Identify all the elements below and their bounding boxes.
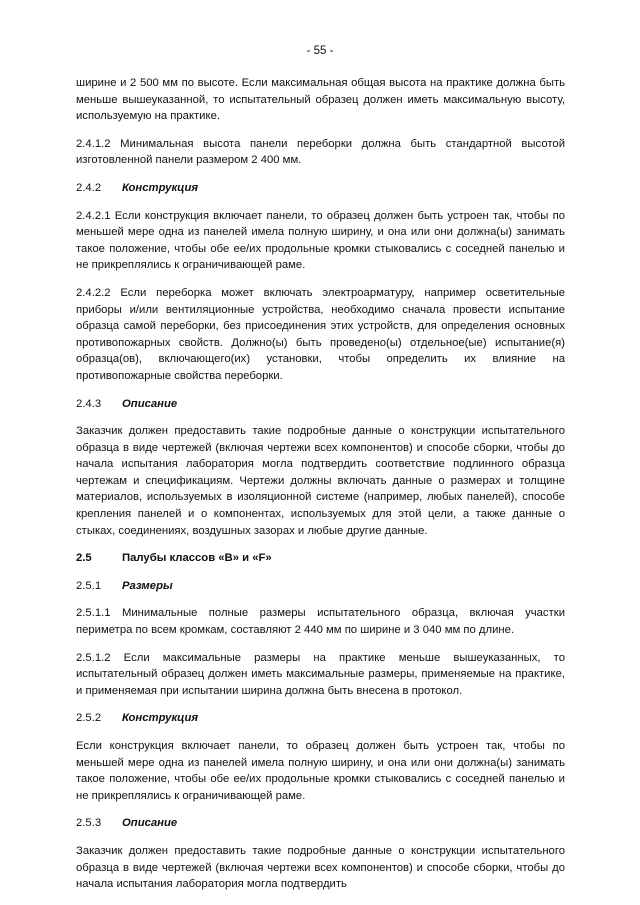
paragraph-2-4-2-2: 2.4.2.2 Если переборка может включать электроарматуру, например осветительные приборы и/или вентиляционные устройства, необходимо сначала провести испытание образца самой переборки, без присоединения этих устройств, для определения основных противопожарных свойств. Должно(ы) быть проведено(ы) отдельное(ые) испытание(я) образца(ов), включающего(их) установки, чтобы определить их влияние на противопожарные свойства переборки. — [76, 286, 565, 382]
paragraph-description-continued: Заказчик должен предоставить такие подробные данные о конструкции испытательного образца в виде чертежей (включая чертежи всех компонентов) и способе сборки, чтобы до начала испытания лаборатория могла подтвердить — [76, 844, 565, 891]
paragraph: ширине и 2 500 мм по высоте. Если максимальная общая высота на практике должна быть меньше вышеуказанной, то испытательный образец должен иметь максимальную высоту, используемую на практике. — [76, 77, 565, 123]
paragraph-construction: Если конструкция включает панели, то образец должен быть устроен так, чтобы по меньшей мере одна из панелей имела полную ширину, и она или они должна(ы) занимать такое положение, чтобы обе ее/их продольные кромки стыковались с соседней панелью и не прикреплялись к ограничивающей раме. — [76, 740, 565, 802]
section-heading-2-4-2 — [76, 180, 565, 197]
section-number: 2.5 — [76, 552, 92, 565]
paragraph-2-4-1-2: 2.4.1.2 Минимальная высота панели переборки должна быть стандартной высотой изготовленной панели размером 2 400 мм. — [76, 137, 565, 167]
section-number: 2.4.2 — [76, 181, 102, 194]
section-number: 2.4.3 — [76, 397, 102, 410]
section-number: 2.5.1 — [76, 579, 102, 592]
section-heading-2-5-1 — [76, 578, 565, 595]
section-heading-2-5-3 — [76, 815, 565, 832]
paragraph-2-5-1-2: 2.5.1.2 Если максимальные размеры на практике меньше вышеуказанных, то испытательный образец должен иметь максимальные размеры, применяемые на практике, и применяемая при испытании ширина должна быть внесена в протокол. — [76, 651, 565, 697]
section-title: Палубы классов «В» и «F» — [122, 552, 272, 565]
section-number: 2.5.3 — [76, 817, 102, 830]
section-title: Описание — [122, 397, 178, 410]
page-number: - 55 - — [306, 45, 334, 57]
section-heading-2-4-3 — [76, 396, 565, 413]
section-number: 2.5.2 — [76, 712, 102, 725]
section-title: Конструкция — [122, 181, 199, 194]
paragraph-2-5-1-1: 2.5.1.1 Минимальные полные размеры испытательного образца, включая участки периметра по всем кромкам, составляют 2 440 мм по ширине и 3 040 мм по длине. — [76, 607, 565, 637]
section-title: Размеры — [122, 579, 173, 592]
section-title: Конструкция — [122, 712, 199, 725]
section-heading-2-5-2 — [76, 710, 565, 727]
document-body — [76, 75, 565, 904]
paragraph-description: Заказчик должен предоставить такие подробные данные о конструкции испытательного образца в виде чертежей (включая чертежи всех компонентов) и способе сборки, чтобы до начала испытания лаборатория могла подтвердить соответствие подлинного образца чертежам и спецификациям. Чертежи должны включать данные о размерах и толщине материалов, используемых в изоляционной системе (например, любых панелей), способе крепления панелей и о компонентах, используемых для этой цели, а также данные о стыках, соединениях, воздушных зазорах и любые другие данные. — [76, 425, 565, 537]
section-title: Описание — [122, 817, 178, 830]
section-heading-2-5 — [76, 550, 565, 567]
paragraph-2-4-2-1: 2.4.2.1 Если конструкция включает панели, то образец должен быть устроен так, чтобы по меньшей мере одна из панелей имела полную ширину, и она или они должна(ы) занимать такое положение, чтобы обе ее/их продольные кромки стыковались с соседней панелью и не прикреплялись к ограничивающей раме. — [76, 209, 565, 272]
